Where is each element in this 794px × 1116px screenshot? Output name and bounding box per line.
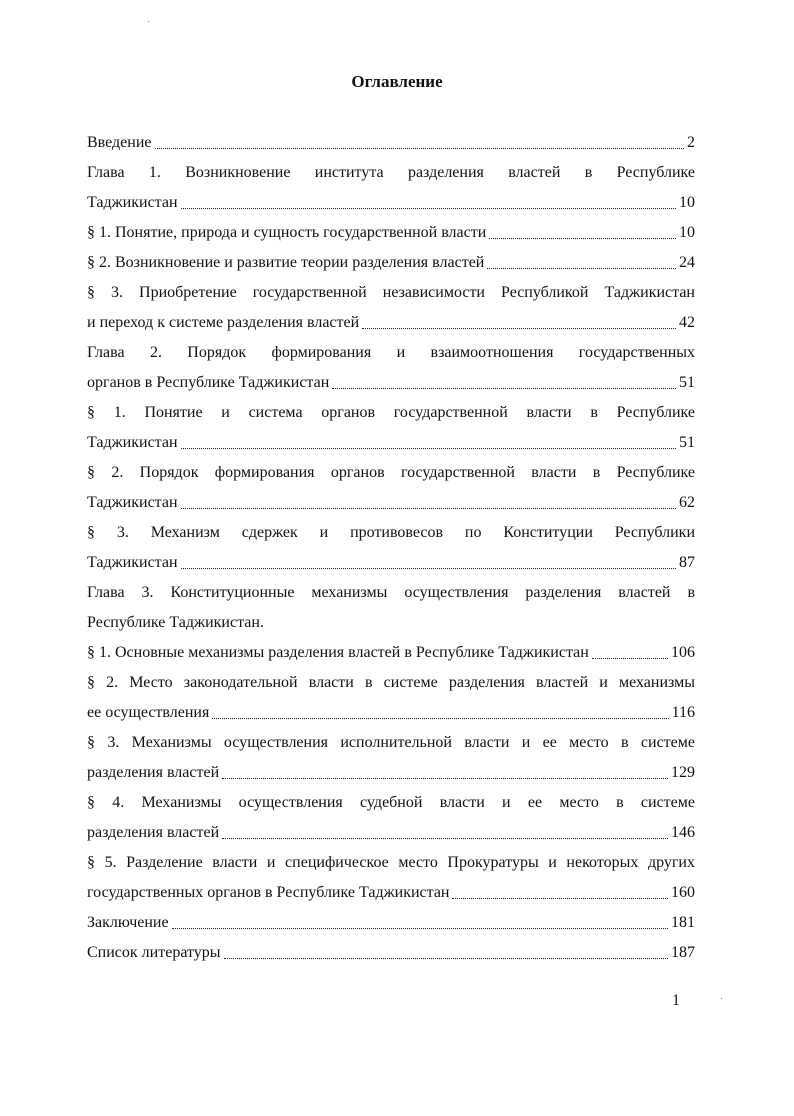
toc-line: § 3. Механизм сдержек и противовесов по Конституции Республики bbox=[87, 524, 695, 541]
toc-entry-text: разделения властей bbox=[87, 824, 220, 841]
dot-leader bbox=[181, 548, 676, 578]
toc-line bbox=[87, 248, 695, 278]
toc-page-number: 10 bbox=[679, 194, 695, 211]
dot-leader bbox=[172, 908, 668, 938]
toc-line bbox=[87, 608, 695, 638]
toc-line: § 1. Понятие и система органов государственной власти в Республике bbox=[87, 404, 695, 421]
toc-line: § 3. Механизмы осуществления исполнительной власти и ее место в системе bbox=[87, 734, 695, 751]
toc-line bbox=[87, 548, 695, 578]
toc-line: § 2. Место законодательной власти в системе разделения властей и механизмы bbox=[87, 674, 695, 691]
toc-page-number: 106 bbox=[671, 644, 695, 661]
toc-entry-text: Таджикистан bbox=[87, 494, 178, 511]
toc-entry-text: и переход к системе разделения властей bbox=[87, 314, 360, 331]
toc-entry-text: § 1. Основные механизмы разделения властей в Республике Таджикистан bbox=[87, 644, 589, 661]
dot-leader bbox=[224, 938, 668, 968]
toc-line bbox=[87, 128, 695, 158]
toc-page-number: 51 bbox=[679, 374, 695, 391]
dot-leader bbox=[489, 218, 676, 248]
page-number: 1 bbox=[672, 992, 680, 1009]
toc-line bbox=[87, 698, 695, 728]
toc-entry-text: Список литературы bbox=[87, 944, 221, 961]
toc-line bbox=[87, 308, 695, 338]
toc-page-number: 116 bbox=[671, 704, 695, 721]
dot-leader bbox=[222, 758, 668, 788]
toc-page-number: 42 bbox=[679, 314, 695, 331]
toc-entry-text: § 2. Возникновение и развитие теории разделения властей bbox=[87, 254, 485, 271]
dot-leader bbox=[181, 188, 676, 218]
toc-line: Глава 1. Возникновение института разделения властей в Республике bbox=[87, 164, 695, 181]
toc-line: Глава 3. Конституционные механизмы осуществления разделения властей в bbox=[87, 584, 695, 601]
toc-page-number: 129 bbox=[671, 764, 695, 781]
toc-entry-text: Таджикистан bbox=[87, 194, 178, 211]
dot-leader bbox=[181, 428, 676, 458]
toc-entry-text: Заключение bbox=[87, 914, 169, 931]
scan-speck bbox=[148, 21, 149, 22]
toc-page-number: 51 bbox=[679, 434, 695, 451]
toc-page-number: 10 bbox=[679, 224, 695, 241]
toc-entry-text: органов в Республике Таджикистан bbox=[87, 374, 330, 391]
toc-entry-text: Республике Таджикистан. bbox=[87, 614, 264, 631]
toc-line bbox=[87, 878, 695, 908]
toc-page-number: 24 bbox=[679, 254, 695, 271]
dot-leader bbox=[332, 368, 676, 398]
toc-page-number: 87 bbox=[679, 554, 695, 571]
toc-line: § 5. Разделение власти и специфическое место Прокуратуры и некоторых других bbox=[87, 854, 695, 871]
toc-line bbox=[87, 638, 695, 668]
toc-page-number: 62 bbox=[679, 494, 695, 511]
dot-leader bbox=[362, 308, 676, 338]
toc-page-number: 2 bbox=[687, 134, 695, 151]
toc-entry-text: Таджикистан bbox=[87, 434, 178, 451]
dot-leader bbox=[181, 488, 676, 518]
toc-entry-text: Таджикистан bbox=[87, 554, 178, 571]
dot-leader bbox=[222, 818, 668, 848]
toc-line bbox=[87, 818, 695, 848]
dot-leader bbox=[487, 248, 676, 278]
dot-leader bbox=[452, 878, 668, 908]
dot-leader bbox=[592, 638, 668, 668]
toc-line bbox=[87, 938, 695, 968]
toc-line: § 2. Порядок формирования органов государственной власти в Республике bbox=[87, 464, 695, 481]
toc-entry-text: государственных органов в Республике Таджикистан bbox=[87, 884, 450, 901]
toc-page-number: 160 bbox=[671, 884, 695, 901]
toc-line bbox=[87, 428, 695, 458]
toc-page-number: 187 bbox=[671, 944, 695, 961]
dot-leader bbox=[155, 128, 685, 158]
table-of-contents bbox=[87, 128, 695, 968]
toc-heading: Оглавление bbox=[351, 72, 443, 91]
toc-line bbox=[87, 758, 695, 788]
toc-page-number: 146 bbox=[671, 824, 695, 841]
toc-line bbox=[87, 908, 695, 938]
toc-entry-text: ее осуществления bbox=[87, 704, 210, 721]
toc-line bbox=[87, 368, 695, 398]
toc-line: § 3. Приобретение государственной независимости Республикой Таджикистан bbox=[87, 284, 695, 301]
toc-line bbox=[87, 488, 695, 518]
toc-entry-text: § 1. Понятие, природа и сущность государственной власти bbox=[87, 224, 487, 241]
toc-page-number: 181 bbox=[671, 914, 695, 931]
toc-entry-text: разделения властей bbox=[87, 764, 220, 781]
dot-leader bbox=[212, 698, 668, 728]
toc-line: § 4. Механизмы осуществления судебной власти и ее место в системе bbox=[87, 794, 695, 811]
toc-entry-text: Введение bbox=[87, 134, 152, 151]
scan-speck bbox=[721, 998, 722, 999]
toc-line bbox=[87, 218, 695, 248]
toc-line bbox=[87, 188, 695, 218]
toc-line: Глава 2. Порядок формирования и взаимоотношения государственных bbox=[87, 344, 695, 361]
